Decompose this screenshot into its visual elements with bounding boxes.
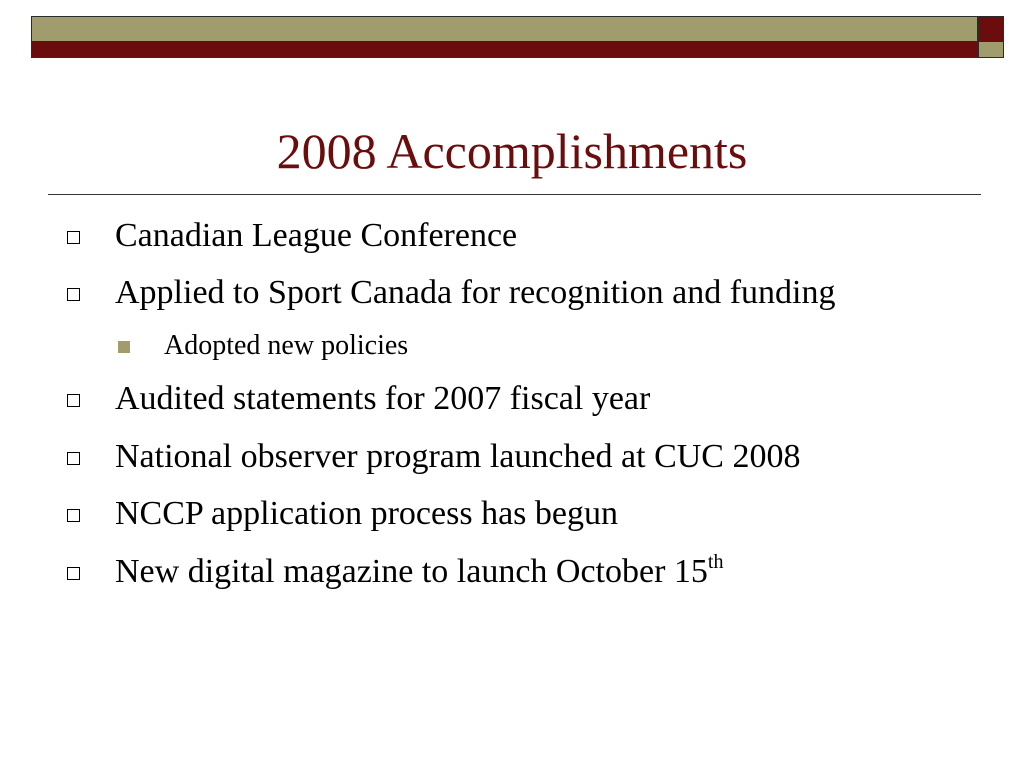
hollow-square-bullet-icon [67,509,80,522]
bullet-text: Audited statements for 2007 fiscal year [115,380,651,417]
hollow-square-bullet-icon [67,452,80,465]
filled-square-bullet-icon [118,341,130,353]
bullet-text-superscript: th [707,551,724,573]
bullet-text: Applied to Sport Canada for recognition and funding [115,274,836,311]
bullet-text: National observer program launched at CUC 2008 [115,438,801,475]
hollow-square-bullet-icon [67,394,80,407]
bullet-text: NCCP application process has begun [115,495,618,532]
sub-bullet-text: Adopted new policies [164,330,409,361]
bullet-text-main: New digital magazine to launch October 15 [115,553,708,590]
hollow-square-bullet-icon [67,288,80,301]
slide-title: 2008 Accomplishments [276,123,748,179]
hollow-square-bullet-icon [67,567,80,580]
hollow-square-bullet-icon [67,231,80,244]
bullet-text [115,552,723,592]
bullet-text: Canadian League Conference [115,217,518,254]
